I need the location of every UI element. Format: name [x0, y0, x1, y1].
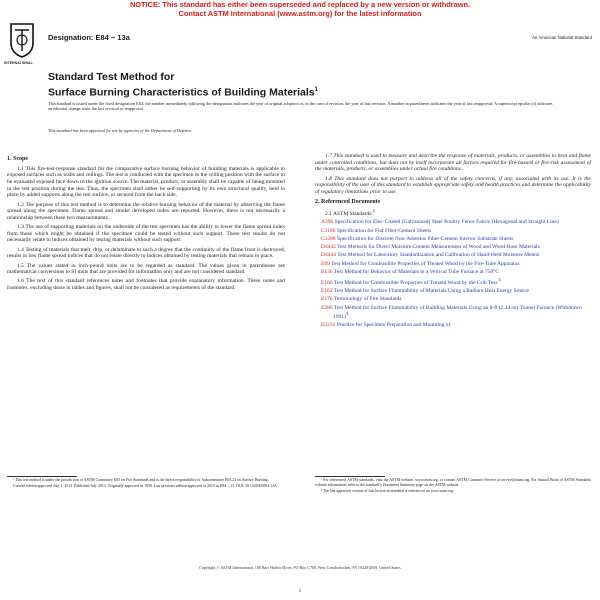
para-1-7: 1.7 This standard is used to measure and describe the response of materials, products, or assemblies to heat and flame under controlled conditions, but does not by itself incorporate all factors required for fire-hazard or fire-risk assessment of the materials, products, or assemblies under actual fire conditions.. [315, 153, 591, 173]
footnotes-left [7, 478, 285, 491]
title-line-2 [48, 84, 548, 99]
reference-item [315, 322, 591, 329]
reference-item [315, 252, 591, 259]
footnote-1: ¹ This test method is under the jurisdiction of ASTM Committee E05 on Fire Standards and is the direct responsibility of Subcommittee E05.22 on Surface Burning. [13, 478, 269, 482]
reference-title-link[interactable]: Practice for Specimen Preparation and Mounting of [336, 322, 451, 329]
reference-item [315, 244, 591, 251]
reference-item [315, 219, 591, 226]
reference-code-link[interactable]: C1288 [321, 235, 336, 242]
reference-title-link[interactable]: Test Method for Surface Flammability of Materials Using a Radiant Heat Energy Source [333, 288, 529, 295]
footnote-rule-left [7, 476, 77, 477]
issuance-note: This standard is issued under the fixed designation E84; the number immediately following the designation indicates the year of original adoption or, in the case of revision, the year of last revision. A number in parentheses indicates the year of last reapproval. A superscript epsilon (ε) indicates an editorial change since the last revision or reapproval. [48, 101, 553, 112]
section-heading-referenced-documents: 2. Referenced Documents [315, 198, 381, 205]
astm-logo-icon [8, 21, 36, 59]
title-line-1: Standard Test Method for [48, 71, 175, 83]
logo-caption: INTERNATIONAL [4, 61, 33, 65]
footnote-3: ³ The last approved version of this historical standard is referenced on www.astm.org. [321, 489, 455, 494]
reference-title-link[interactable]: Specification for Flat Fiber-Cement Sheets [336, 227, 432, 234]
right-column [315, 153, 591, 331]
notice-line-2: Contact ASTM International (www.astm.org) for the latest information [178, 9, 422, 18]
reference-item [315, 261, 591, 268]
astm-standards-footnote-mark: 2 [372, 208, 375, 214]
para-1-3: 1.3 The use of supporting materials on the underside of the test specimen has the ability to lower the flame spread index from those which might be obtained if the specimen could be tested without such support. These test results do not necessarily relate to indices obtained by testing materials without such support. [7, 224, 285, 244]
reference-item [315, 277, 591, 286]
reference-item [315, 236, 591, 243]
title-line-2-text: Surface Burning Characteristics of Building Materials [48, 86, 315, 98]
para-1-1: 1.1 This fire-test-response standard for the comparative surface burning behavior of building materials is applicable to exposed surfaces such as walls and ceilings. The test is conducted with the specimen in the ceiling position with the surface to be evaluated exposed face down to the ignition source. The material, product, or assembly shall be capable of being mounted in the test position during the test. Thus, the specimen shall either be self-supporting by its own structural quality, held in place by added supports along the test surface, or secured from the back side. [7, 165, 285, 199]
reference-title-link[interactable]: Test Method for Combustible Properties of Treated Wood by the Fire-Tube Apparatus [331, 260, 520, 267]
reference-item [315, 269, 591, 276]
title-footnote-mark: 1 [314, 86, 318, 93]
reference-title-link[interactable]: Specification for Discrete Non-Asbestos Fiber-Cement Interior Substrate Sheets [337, 235, 514, 242]
footnote-2: ² For referenced ASTM standards, visit the ASTM website, www.astm.org, or contact ASTM Customer Service at service@astm.org. For Annual Book of ASTM Standards volume information, refer to the standard’s Document Summary page on the ASTM website. [315, 478, 591, 487]
astm-standards-label: 2.1 ASTM Standards: [325, 211, 373, 218]
para-1-4: 1.4 Testing of materials that melt, drip, or delaminate to such a degree that the continuity of the flame front is destroyed, results in low flame spread indices that do not relate directly to indices obtained by testing materials that remain in place. [7, 246, 285, 260]
reference-code-link[interactable]: E136 [321, 268, 333, 275]
notice-line-1: NOTICE: This standard has either been superseded and replaced by a new version or withdrawn. [129, 0, 471, 9]
footnote-rule-right [315, 476, 385, 477]
section-heading-scope: 1. Scope [7, 156, 28, 162]
reference-item [315, 296, 591, 303]
reference-code-link[interactable]: E176 [321, 296, 333, 303]
reference-code-link[interactable]: E2231 [321, 322, 336, 329]
reference-item [315, 288, 591, 295]
designation: Designation: E84 − 13a [48, 33, 130, 42]
reference-code-link[interactable]: E286 [321, 304, 333, 311]
reference-code-link[interactable]: A390 [321, 219, 334, 226]
reference-title-link[interactable]: Specification for Zinc-Coated (Galvanized) Steel Poultry Fence Fabric (Hexagonal and Straight Line) [334, 219, 559, 226]
american-national-standard-label: An American National Standard [532, 35, 592, 40]
para-1-8: 1.8 This standard does not purport to address all of the safety concerns, if any, associated with its use. It is the responsibility of the user of this standard to establish appropriate safety and health practices and determine the applicability of regulatory limitations prior to use. [315, 175, 591, 195]
para-1-5: 1.5 The values stated in inch-pound units are to be regarded as standard. The values given in parentheses are mathematical conversions to SI units that are provided for information only and are not considered standard. [7, 262, 285, 276]
dod-approval-note: This standard has been approved for use by agencies of the Department of Defense. [48, 128, 192, 133]
reference-item [315, 305, 591, 321]
left-column [7, 153, 285, 294]
reference-title-link[interactable]: Test Method for Combustible Properties of Treated Wood by the Crib Test [333, 279, 498, 286]
reference-code-link[interactable]: E162 [321, 288, 333, 295]
astm-standards-subheading [315, 208, 591, 217]
reference-code-link[interactable]: D4444 [321, 252, 336, 259]
reference-title-link[interactable]: Test Method for Surface Flammability of Building Materials Using an 8-ft (2.44-m) Tunnel Furnace (Withdrawn 1991) [333, 304, 582, 321]
reference-item [315, 228, 591, 235]
document-title [48, 71, 548, 99]
reference-title-link[interactable]: Test Method for Behavior of Materials in a Vertical Tube Furnace at 750°C [333, 268, 500, 275]
reference-footnote-mark: 3 [345, 311, 349, 317]
para-1-2: 1.2 The purpose of this test method is to determine the relative burning behavior of the material by observing the flame spread along the specimen. Flame spread and smoke developed index are reported. However, there is not necessarily a relationship between these two measurements. [7, 201, 285, 221]
reference-code-link[interactable]: E69 [321, 260, 330, 267]
footnote-1-edition: Current edition approved July 1, 2013. Published July 2013. Originally approved in 1950. Last previous edition approved in 2013 as E84 – 13. DOI: 10.1520/E0084-13A. [13, 484, 278, 489]
reference-title-link[interactable]: Test Method for Laboratory Standardization and Calibration of Hand-Held Moisture Meters [337, 252, 540, 259]
para-1-6: 1.6 The text of this standard references notes and footnotes that provide explanatory information. These notes and footnotes, excluding those in tables and figures, shall not be considered as requirements of the standard. [7, 278, 285, 292]
reference-code-link[interactable]: D4442 [321, 244, 336, 251]
page-number: 1 [298, 589, 302, 594]
reference-code-link[interactable]: E160 [321, 279, 333, 286]
footnotes-right [315, 478, 591, 496]
reference-footnote-mark: 3 [498, 277, 501, 283]
reference-title-link[interactable]: Terminology of Fire Standards [333, 296, 402, 303]
copyright-line: Copyright © ASTM International, 100 Barr Harbor Drive, PO Box C700, West Conshohocken, PA 19428-2959. United States [199, 565, 401, 570]
withdrawn-notice [0, 0, 600, 18]
reference-title-link[interactable]: Test Methods for Direct Moisture Content Measurement of Wood and Wood-Base Materials [337, 244, 540, 251]
reference-code-link[interactable]: C1186 [321, 227, 336, 234]
